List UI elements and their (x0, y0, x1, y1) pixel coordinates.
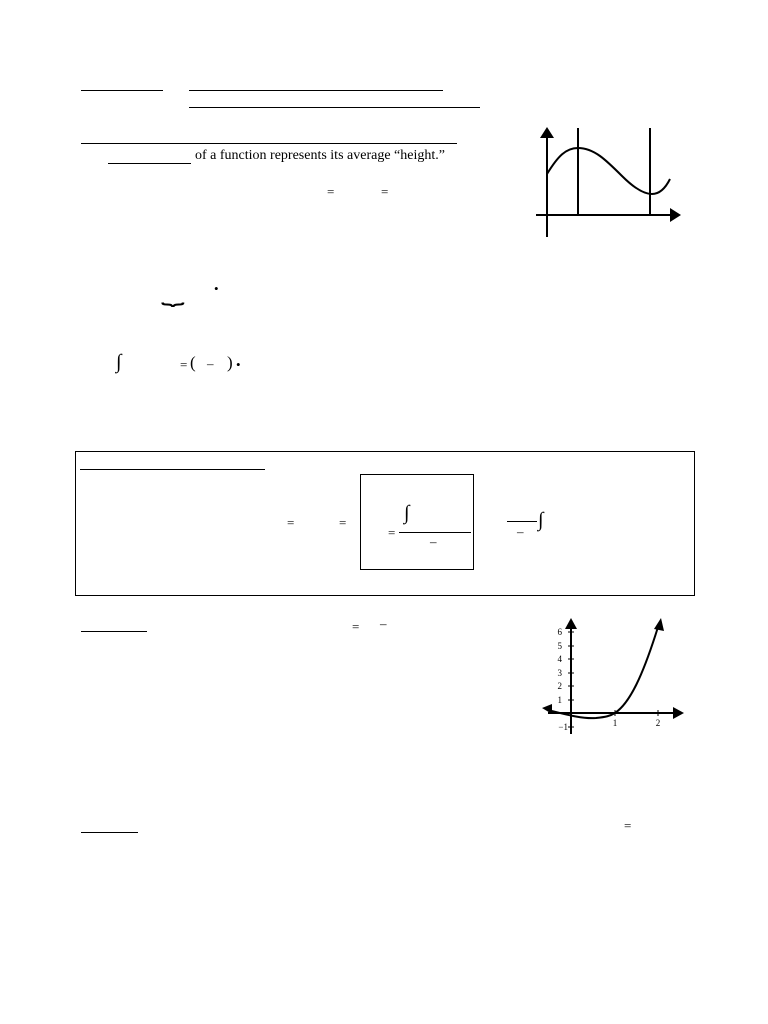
intro-sentence: of a function represents its average “height.” (195, 148, 445, 163)
equals-area: = (180, 357, 188, 372)
curve-right-arrow (654, 618, 664, 631)
y-tick-label-5: 5 (557, 641, 562, 651)
alt-integral: ∫ (538, 509, 544, 531)
example2-label-blank (81, 832, 138, 833)
header-blank-left (81, 90, 163, 91)
header-blank-right-2 (189, 107, 480, 108)
curve (547, 148, 670, 194)
paren-open: ( (190, 353, 196, 372)
example1-label-blank (81, 631, 147, 632)
y-axis-arrow (565, 618, 577, 629)
example1-equals: = (352, 619, 360, 634)
average-height-graph (534, 124, 684, 242)
intro-term-blank (108, 163, 191, 164)
integral-sign-1: ∫ (116, 351, 122, 373)
y-tick-label-4: 4 (557, 654, 562, 664)
intro-heading-blank (81, 143, 457, 144)
y-tick-label-2: 2 (557, 681, 562, 691)
formula-integral: ∫ (404, 502, 410, 524)
alt-minus: – (517, 524, 524, 539)
minus-1: – (207, 356, 214, 371)
y-tick-label-3: 3 (557, 668, 562, 678)
alt-fraction-bar (507, 521, 537, 522)
y-axis-arrow (540, 127, 554, 138)
formula-fraction-bar (399, 532, 471, 533)
formula-box (360, 474, 474, 570)
curve-left-arrow (542, 704, 552, 714)
underbrace: ⏟ (161, 280, 185, 305)
y-tick-label-1: 1 (557, 695, 562, 705)
intro-equals-1: = (327, 184, 335, 199)
def-equals-1: = (287, 515, 295, 530)
curve (548, 627, 658, 718)
header-blank-right-1 (189, 90, 443, 91)
definition-title-blank (80, 469, 265, 470)
example-graph (538, 615, 686, 737)
example2-equals: = (624, 818, 632, 833)
formula-equals: = (388, 525, 396, 540)
dot-2: • (236, 357, 241, 372)
x-axis-arrow (670, 208, 681, 222)
formula-minus: – (430, 534, 437, 549)
example1-minus: – (380, 616, 387, 631)
y-tick-label-6: 6 (557, 627, 562, 637)
x-tick-label-2: 2 (655, 718, 661, 728)
x-tick-label-1: 1 (612, 718, 618, 728)
def-equals-2: = (339, 515, 347, 530)
dot-1: • (214, 281, 219, 296)
x-axis-arrow (673, 707, 684, 719)
intro-equals-2: = (381, 184, 389, 199)
y-tick-label-neg1: −1 (558, 722, 568, 732)
paren-close: ) (227, 353, 233, 372)
